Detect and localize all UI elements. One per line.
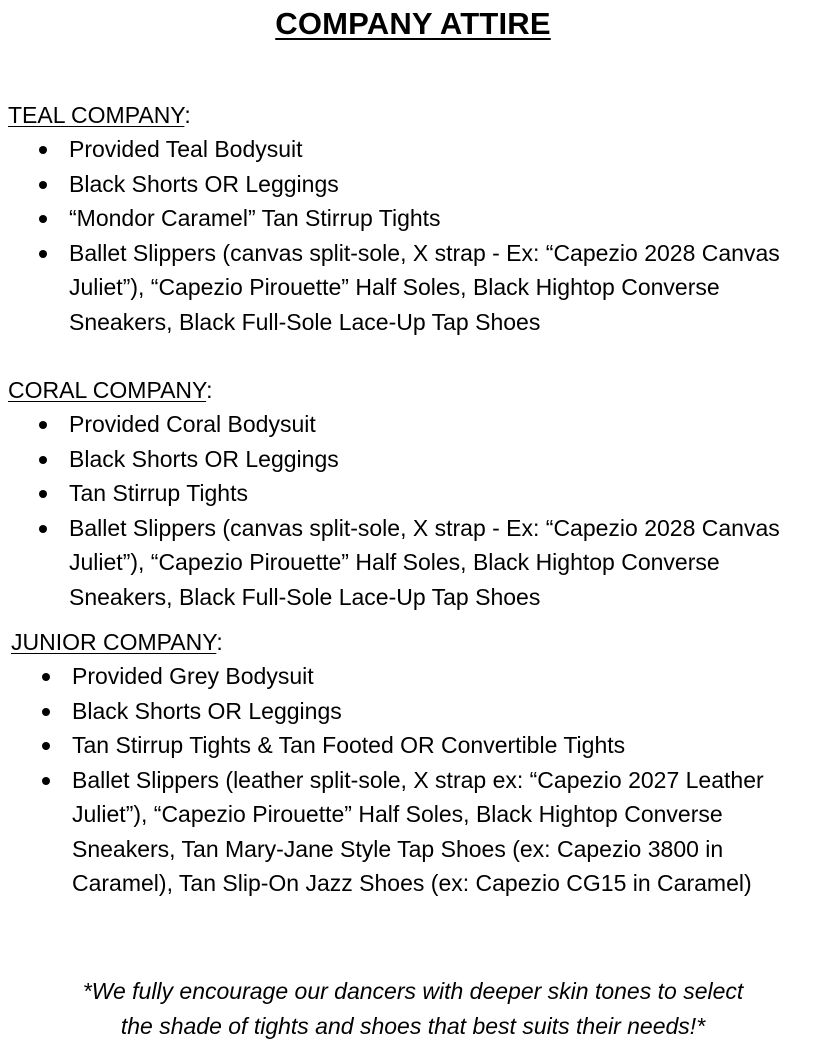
list-item: [8, 442, 823, 477]
list-item-text: Ballet Slippers (leather split-sole, X strap ex: “Capezio 2027 Leather Juliet”), “Capezio Pirouette” Half Soles, Black Hightop Converse Sneakers, Tan Mary-Jane Style Tap Shoes (ex: Capezio 3800 in Caramel), Tan Slip-On Jazz Shoes (ex: Capezio CG15 in Caramel): [72, 766, 764, 896]
section-heading-colon: :: [184, 102, 191, 128]
bullet-icon: [42, 673, 50, 681]
bullet-icon: [39, 490, 47, 498]
list-item-text: Tan Stirrup Tights & Tan Footed OR Convertible Tights: [72, 732, 626, 758]
section-heading-name: TEAL COMPANY: [8, 102, 185, 128]
bullet-icon: [42, 708, 50, 716]
list-item-text: Black Shorts OR Leggings: [69, 445, 339, 472]
section-heading: [8, 373, 823, 407]
list-item: [8, 236, 823, 340]
bullet-icon: [42, 777, 50, 785]
attire-list: [11, 659, 826, 901]
list-item: [8, 476, 823, 511]
section-junior-company: [11, 625, 826, 901]
section-heading: [8, 98, 823, 132]
list-item-text: Provided Grey Bodysuit: [72, 663, 314, 689]
list-item: [8, 407, 823, 442]
list-item-text: Tan Stirrup Tights: [69, 480, 248, 506]
list-item-text: Provided Teal Bodysuit: [69, 136, 303, 162]
section-heading: [11, 625, 826, 659]
list-item: [11, 763, 826, 901]
bullet-icon: [42, 742, 50, 750]
section-teal-company: [8, 98, 823, 339]
footnote-line: the shade of tights and shoes that best suits their needs!*: [120, 1013, 706, 1039]
bullet-icon: [39, 525, 47, 533]
bullet-icon: [39, 215, 47, 223]
bullet-icon: [39, 421, 47, 429]
section-heading-name: CORAL COMPANY: [8, 377, 207, 403]
bullet-icon: [39, 456, 47, 464]
bullet-icon: [39, 146, 47, 154]
list-item: [11, 728, 826, 763]
list-item-text: Ballet Slippers (canvas split-sole, X strap - Ex: “Capezio 2028 Canvas Juliet”), “Capezio Pirouette” Half Soles, Black Hightop Converse Sneakers, Black Full-Sole Lace-Up Tap Shoes: [69, 239, 780, 335]
attire-list: [8, 407, 823, 614]
list-item: [8, 511, 823, 615]
list-item: [8, 132, 823, 167]
list-item: [8, 167, 823, 202]
list-item: [11, 694, 826, 729]
list-item: [11, 659, 826, 694]
list-item-text: Black Shorts OR Leggings: [72, 697, 342, 724]
footnote-line: *We fully encourage our dancers with deeper skin tones to select: [82, 978, 744, 1004]
section-coral-company: [8, 373, 823, 614]
page-title: COMPANY ATTIRE: [275, 6, 551, 41]
bullet-icon: [39, 250, 47, 258]
section-heading-name: JUNIOR COMPANY: [11, 629, 217, 655]
footnote: [0, 974, 826, 1044]
list-item-text: Provided Coral Bodysuit: [69, 411, 316, 437]
list-item-text: “Mondor Caramel” Tan Stirrup Tights: [69, 205, 441, 231]
section-heading-colon: :: [216, 629, 223, 655]
list-item-text: Ballet Slippers (canvas split-sole, X strap - Ex: “Capezio 2028 Canvas Juliet”), “Capezio Pirouette” Half Soles, Black Hightop Converse Sneakers, Black Full-Sole Lace-Up Tap Shoes: [69, 514, 780, 610]
bullet-icon: [39, 181, 47, 189]
list-item: [8, 201, 823, 236]
list-item-text: Black Shorts OR Leggings: [69, 170, 339, 197]
attire-list: [8, 132, 823, 339]
section-heading-colon: :: [206, 377, 213, 403]
